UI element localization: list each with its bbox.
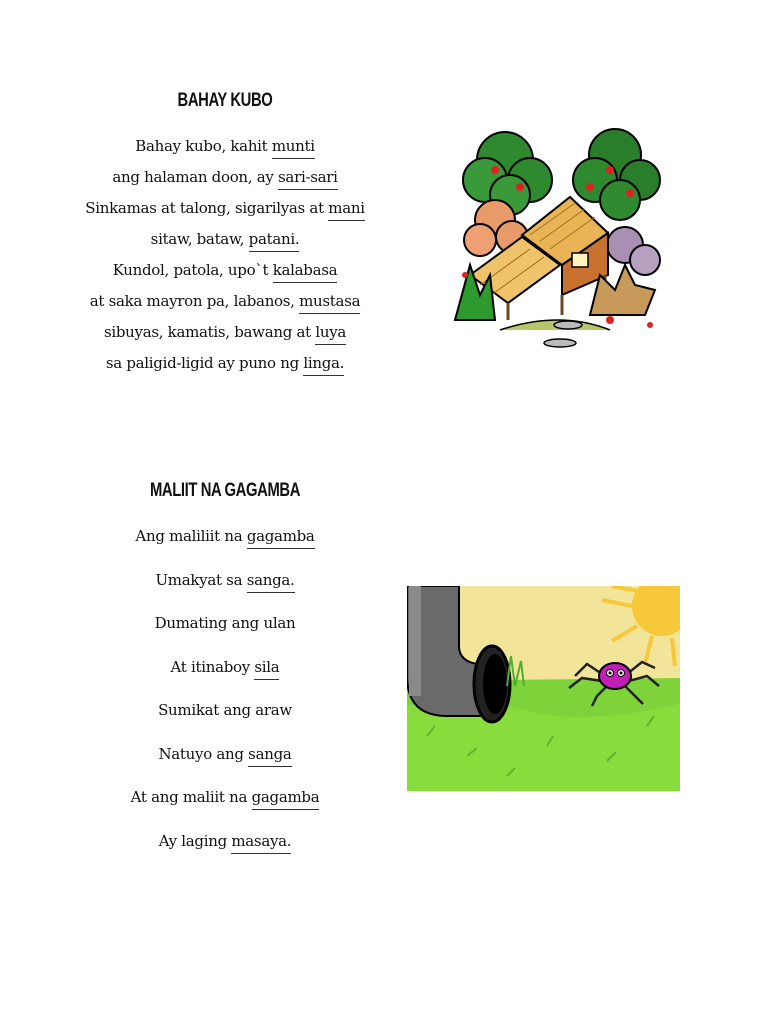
poem-line-text: Natuyo ang: [158, 744, 249, 763]
underlined-word: sari-sari: [278, 168, 338, 190]
poem-line-text: At itinaboy: [170, 657, 255, 676]
poem-title-bahay-kubo: BAHAY KUBO: [177, 90, 273, 111]
poem-title-maliit-na-gagamba: MALIIT NA GAGAMBA: [149, 480, 301, 501]
poem-line: [0, 787, 450, 807]
poem-line: [0, 700, 450, 720]
poem-line: [0, 322, 450, 342]
underlined-word: luya: [315, 323, 346, 345]
poem-line: [0, 353, 450, 373]
poem-line: [0, 167, 450, 187]
poem-line: [0, 526, 450, 546]
poem-line: [0, 657, 450, 677]
poem-line-text: Sinkamas at talong, sigarilyas at: [85, 199, 329, 217]
poem-line-text: Sumikat ang araw: [158, 701, 292, 719]
underlined-word: mani: [328, 199, 364, 221]
poem-line-text: Umakyat sa: [155, 570, 247, 589]
poem-line: [0, 229, 450, 249]
poem-line: [0, 291, 450, 311]
poem-line: [0, 570, 450, 590]
poem-line: [0, 198, 450, 218]
poem-line-text: At ang maliit na: [130, 788, 252, 806]
poem-line-text: Dumating ang ulan: [154, 614, 296, 632]
underlined-word: kalabasa: [273, 261, 338, 283]
bahay-kubo-illustration-icon: [450, 125, 665, 350]
poem-line: [0, 260, 450, 280]
underlined-word: sanga: [248, 745, 291, 767]
poem-line-text: Kundol, patola, upo`t: [112, 261, 273, 279]
poem-line: [0, 613, 450, 633]
poem-line: [0, 136, 450, 156]
poem-line-text: sitaw, bataw,: [150, 230, 249, 248]
underlined-word: gagamba: [252, 788, 320, 810]
underlined-word: linga.: [303, 354, 344, 376]
poem-line-text: ang halaman doon, ay: [112, 168, 279, 186]
poem-line-text: sa paligid-ligid ay puno ng: [105, 354, 304, 372]
underlined-word: mustasa: [299, 292, 360, 314]
poem-line: [0, 744, 450, 764]
poem-line: [0, 831, 450, 851]
underlined-word: sanga.: [247, 571, 295, 593]
underlined-word: patani.: [249, 230, 300, 252]
poem-line-text: Bahay kubo, kahit: [135, 137, 272, 155]
poem-line-text: sibuyas, kamatis, bawang at: [103, 323, 316, 341]
poem-line-text: Ay laging: [158, 831, 232, 850]
underlined-word: sila: [254, 658, 279, 680]
underlined-word: munti: [272, 137, 315, 159]
underlined-word: masaya.: [231, 832, 291, 854]
spider-drainpipe-illustration-icon: [407, 586, 680, 791]
underlined-word: gagamba: [247, 527, 315, 549]
poem-line-text: Ang maliliit na: [135, 527, 247, 545]
poem-line-text: at saka mayron pa, labanos,: [89, 292, 300, 310]
